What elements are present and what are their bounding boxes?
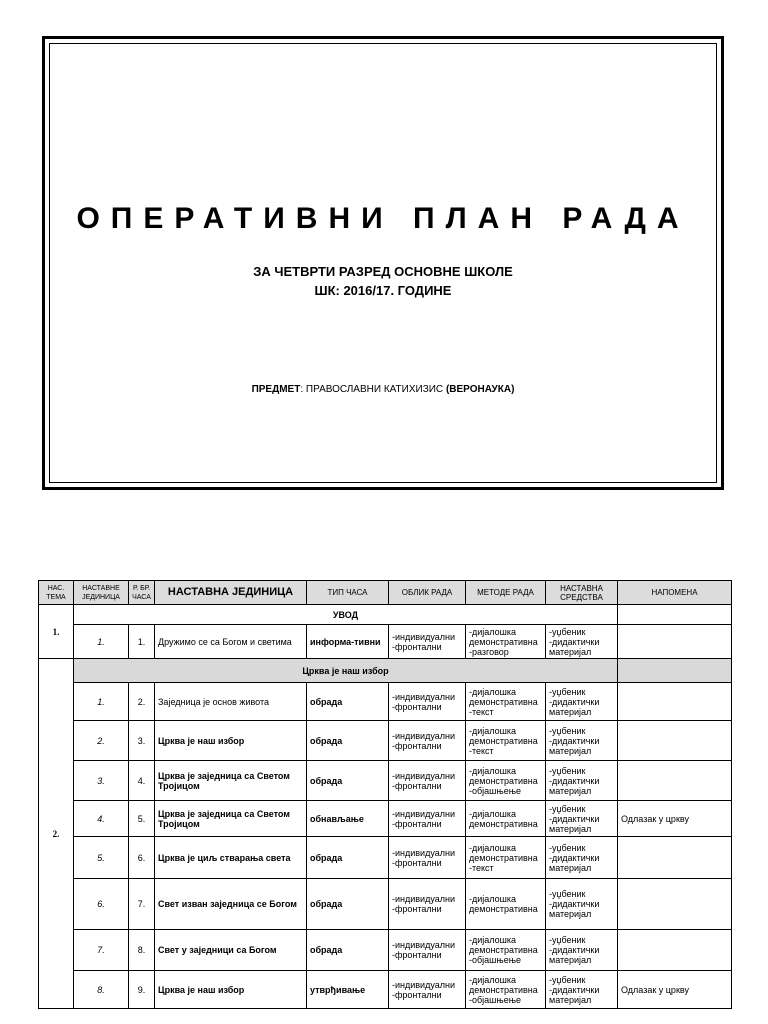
teaching-resources: -уџбеник -дидактички материјал [546, 971, 618, 1009]
class-type: обрада [307, 683, 389, 721]
teaching-resources: -уџбеник -дидактички материјал [546, 837, 618, 879]
class-type: обрада [307, 721, 389, 761]
subject-name: : ПРАВОСЛАВНИ КАТИХИЗИС [300, 384, 446, 395]
unit-number: 5. [74, 837, 129, 879]
work-form: -индивидуални -фронтални [389, 879, 466, 930]
header-type: ТИП ЧАСА [307, 581, 389, 605]
work-methods: -дијалошка демонстративна -објашњење [466, 761, 546, 801]
unit-title: Заједница је основ живота [155, 683, 307, 721]
section-title: Црква је наш избор [74, 659, 618, 683]
teaching-resources: -уџбеник -дидактички материјал [546, 625, 618, 659]
note [618, 683, 732, 721]
class-type: обрада [307, 879, 389, 930]
work-form: -индивидуални -фронтални [389, 971, 466, 1009]
unit-number: 3. [74, 761, 129, 801]
table-row [39, 683, 732, 721]
teaching-resources: -уџбеник -дидактички материјал [546, 930, 618, 971]
table-row [39, 971, 732, 1009]
work-form: -индивидуални -фронтални [389, 761, 466, 801]
unit-title: Црква је наш избор [155, 971, 307, 1009]
unit-number: 4. [74, 801, 129, 837]
unit-number: 1. [74, 625, 129, 659]
table-body [39, 605, 732, 1009]
unit-number: 8. [74, 971, 129, 1009]
cover-frame [42, 36, 724, 490]
unit-number: 2. [74, 721, 129, 761]
unit-number: 6. [74, 879, 129, 930]
section-header-row [39, 605, 732, 625]
note [618, 761, 732, 801]
work-form: -индивидуални -фронтални [389, 625, 466, 659]
table-row [39, 625, 732, 659]
class-type: обрада [307, 837, 389, 879]
header-note: НАПОМЕНА [618, 581, 732, 605]
work-methods: -дијалошка демонстративна -текст [466, 837, 546, 879]
work-methods: -дијалошка демонстративна -објашњење [466, 971, 546, 1009]
work-form: -индивидуални -фронтални [389, 683, 466, 721]
teaching-resources: -уџбеник -дидактички материјал [546, 801, 618, 837]
header-unit-no: НАСТАВНЕ ЈЕДИНИЦА [74, 581, 129, 605]
cover-inner-frame [49, 43, 717, 483]
header-resources: НАСТАВНА СРЕДСТВА [546, 581, 618, 605]
header-form: ОБЛИК РАДА [389, 581, 466, 605]
class-type: обнављање [307, 801, 389, 837]
unit-title: Свет у заједници са Богом [155, 930, 307, 971]
header-unit: НАСТАВНА ЈЕДИНИЦА [155, 581, 307, 605]
class-number: 9. [129, 971, 155, 1009]
table-row [39, 837, 732, 879]
unit-number: 7. [74, 930, 129, 971]
section-header-row [39, 659, 732, 683]
work-methods: -дијалошка демонстративна -текст [466, 683, 546, 721]
class-type: утврђивање [307, 971, 389, 1009]
class-type: обрада [307, 761, 389, 801]
class-number: 4. [129, 761, 155, 801]
operational-plan-table [38, 580, 732, 1009]
teaching-resources: -уџбеник -дидактички материјал [546, 879, 618, 930]
section-title: УВОД [74, 605, 618, 625]
note: Одлазак у цркву [618, 801, 732, 837]
class-number: 3. [129, 721, 155, 761]
table-row [39, 930, 732, 971]
class-number: 2. [129, 683, 155, 721]
table-row [39, 879, 732, 930]
subject-paren: (ВЕРОНАУКА) [445, 384, 515, 395]
subject-line [50, 384, 716, 395]
teaching-resources: -уџбеник -дидактички материјал [546, 683, 618, 721]
class-number: 1. [129, 625, 155, 659]
unit-title: Дружимо се са Богом и светима [155, 625, 307, 659]
document-subtitle [50, 262, 716, 300]
subject-label: ПРЕДМЕТ [251, 384, 301, 395]
unit-title: Црква је заједница са Светом Тројицом [155, 801, 307, 837]
unit-number: 1. [74, 683, 129, 721]
work-form: -индивидуални -фронтални [389, 801, 466, 837]
work-methods: -дијалошка демонстративна -разговор [466, 625, 546, 659]
class-number: 7. [129, 879, 155, 930]
teaching-resources: -уџбеник -дидактички материјал [546, 761, 618, 801]
teaching-resources: -уџбеник -дидактички материјал [546, 721, 618, 761]
table-row [39, 801, 732, 837]
note [618, 879, 732, 930]
note: Одлазак у цркву [618, 971, 732, 1009]
work-form: -индивидуални -фронтални [389, 837, 466, 879]
work-form: -индивидуални -фронтални [389, 930, 466, 971]
table-row [39, 761, 732, 801]
section-note-cell [618, 605, 732, 625]
topic-number: 2. [39, 659, 74, 1009]
note [618, 625, 732, 659]
work-methods: -дијалошка демонстративна -текст [466, 721, 546, 761]
header-topic: НАС. ТЕМА [39, 581, 74, 605]
table-row [39, 721, 732, 761]
note [618, 721, 732, 761]
topic-number: 1. [39, 605, 74, 659]
subtitle-grade: ЗА ЧЕТВРТИ РАЗРЕД ОСНОВНЕ ШКОЛЕ [253, 264, 513, 279]
work-form: -индивидуални -фронтални [389, 721, 466, 761]
work-methods: -дијалошка демонстративна [466, 879, 546, 930]
unit-title: Црква је наш избор [155, 721, 307, 761]
class-number: 6. [129, 837, 155, 879]
class-type: информа-тивни [307, 625, 389, 659]
subtitle-school-year: ШК: 2016/17. ГОДИНЕ [314, 283, 452, 298]
unit-title: Свет изван заједница се Богом [155, 879, 307, 930]
table-header-row [39, 581, 732, 605]
header-class-no: Р. БР. ЧАСА [129, 581, 155, 605]
document-title: ОПЕРАТИВНИ ПЛАН РАДА [76, 202, 690, 235]
section-note-cell [618, 659, 732, 683]
class-type: обрада [307, 930, 389, 971]
work-methods: -дијалошка демонстративна [466, 801, 546, 837]
note [618, 930, 732, 971]
unit-title: Црква је циљ стварања света [155, 837, 307, 879]
class-number: 8. [129, 930, 155, 971]
note [618, 837, 732, 879]
header-methods: МЕТОДЕ РАДА [466, 581, 546, 605]
unit-title: Црква је заједница са Светом Тројицом [155, 761, 307, 801]
work-methods: -дијалошка демонстративна -објашњење [466, 930, 546, 971]
class-number: 5. [129, 801, 155, 837]
